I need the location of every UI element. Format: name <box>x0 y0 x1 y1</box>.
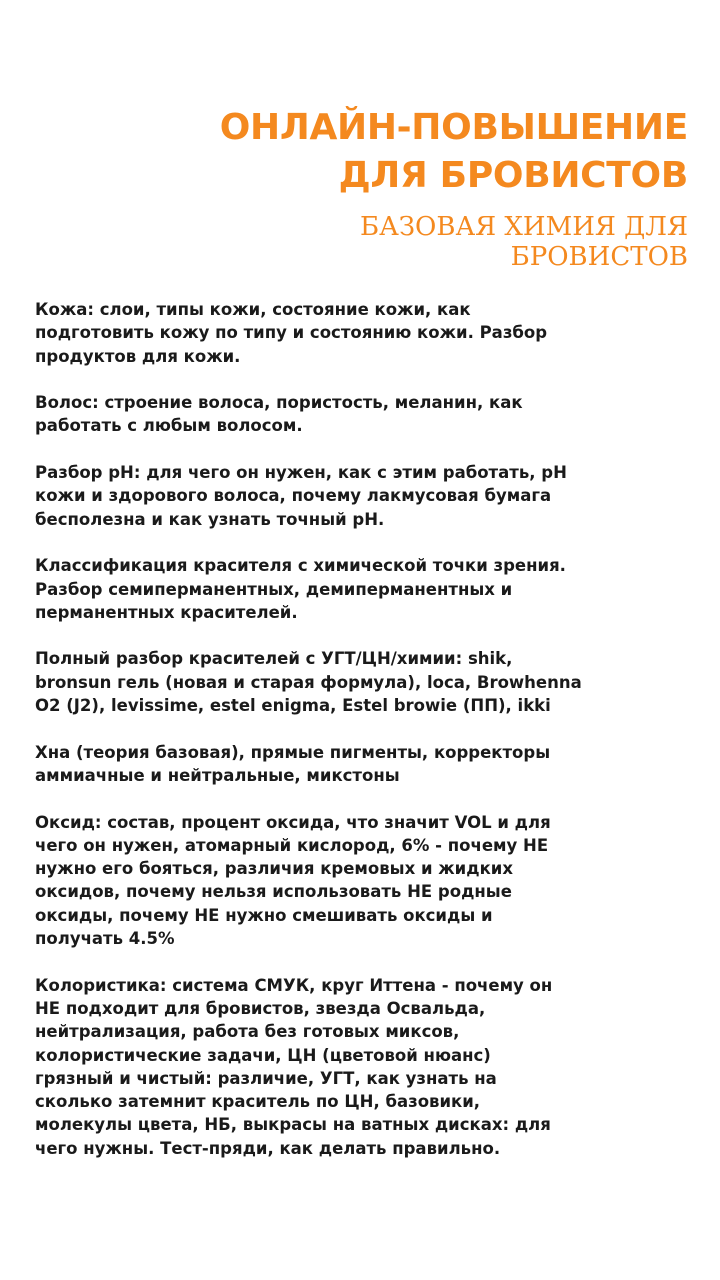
topic-line: Кожа: слои, типы кожи, состояние кожи, как <box>35 300 471 319</box>
page-title-line: ДЛЯ БРОВИСТОВ <box>338 155 688 196</box>
topic-line: нужно его бояться, различия кремовых и жидких <box>35 859 513 879</box>
topic-dye-classification <box>35 554 685 624</box>
topic-skin <box>35 298 685 368</box>
topic-line: Полный разбор красителей с УГТ/ЦН/химии: shik, <box>35 649 513 669</box>
topic-ph <box>35 461 685 531</box>
topic-line: оксиды, почему НЕ нужно смешивать оксиды и <box>35 905 493 925</box>
topic-line: Классификация красителя с химической точки зрения. <box>35 556 566 576</box>
topic-line: нейтрализация, работа без готовых миксов, <box>35 1022 460 1042</box>
page-subtitle-line: БАЗОВАЯ ХИМИЯ ДЛЯ <box>360 212 688 242</box>
topic-line: колористические задачи, ЦН (цветовой нюанс) <box>35 1045 491 1065</box>
topic-oxide <box>35 811 685 951</box>
topic-line: Разбор pH: для чего он нужен, как с этим работать, pH <box>35 463 567 483</box>
topic-line: НЕ подходит для бровистов, звезда Освальда, <box>35 998 486 1018</box>
topic-line: Колористика: система СМУК, круг Иттена - почему он <box>35 975 553 995</box>
topic-line: бесполезна и как узнать точный pH. <box>35 509 385 529</box>
topic-line: перманентных красителей. <box>35 602 298 622</box>
course-topics <box>35 298 685 1183</box>
topic-line: O2 (J2), levissime, estel enigma, Estel browie (ПП), ikki <box>35 696 551 716</box>
topic-line: получать 4.5% <box>35 929 175 949</box>
topic-line: Волос: строение волоса, пористость, меланин, как <box>35 393 523 413</box>
topic-line: сколько затемнит краситель по ЦН, базовики, <box>35 1092 481 1112</box>
topic-line: Хна (теория базовая), прямые пигменты, корректоры <box>35 742 551 762</box>
topic-line: подготовить кожу по типу и состоянию кожи. Разбор <box>35 323 548 343</box>
page-title <box>48 104 688 200</box>
topic-coloristics <box>35 974 685 1160</box>
topic-line: продуктов для кожи. <box>35 346 241 366</box>
page-subtitle-line: БРОВИСТОВ <box>510 242 688 272</box>
topic-line: оксидов, почему нельзя использовать НЕ родные <box>35 882 512 902</box>
topic-hair <box>35 391 685 438</box>
topic-line: bronsun гель (новая и старая формула), loca, Browhenna <box>35 672 582 692</box>
topic-line: чего нужны. Тест-пряди, как делать правильно. <box>35 1138 501 1158</box>
topic-line: кожи и здорового волоса, почему лакмусовая бумага <box>35 486 552 506</box>
topic-line: чего он нужен, атомарный кислород, 6% - почему НЕ <box>35 835 549 855</box>
topic-line: Разбор семиперманентных, демиперманентных и <box>35 579 513 599</box>
topic-line: работать с любым волосом. <box>35 416 303 436</box>
topic-line: Оксид: состав, процент оксида, что значит VOL и для <box>35 812 551 832</box>
topic-dye-review <box>35 647 685 717</box>
topic-line: грязный и чистый: различие, УГТ, как узнать на <box>35 1068 497 1088</box>
page-subtitle <box>48 212 688 272</box>
topic-line: аммиачные и нейтральные, микстоны <box>35 765 400 785</box>
page-title-line: ОНЛАЙН-ПОВЫШЕНИЕ <box>219 107 688 148</box>
topic-henna <box>35 741 685 788</box>
topic-line: молекулы цвета, НБ, выкрасы на ватных дисках: для <box>35 1115 551 1135</box>
